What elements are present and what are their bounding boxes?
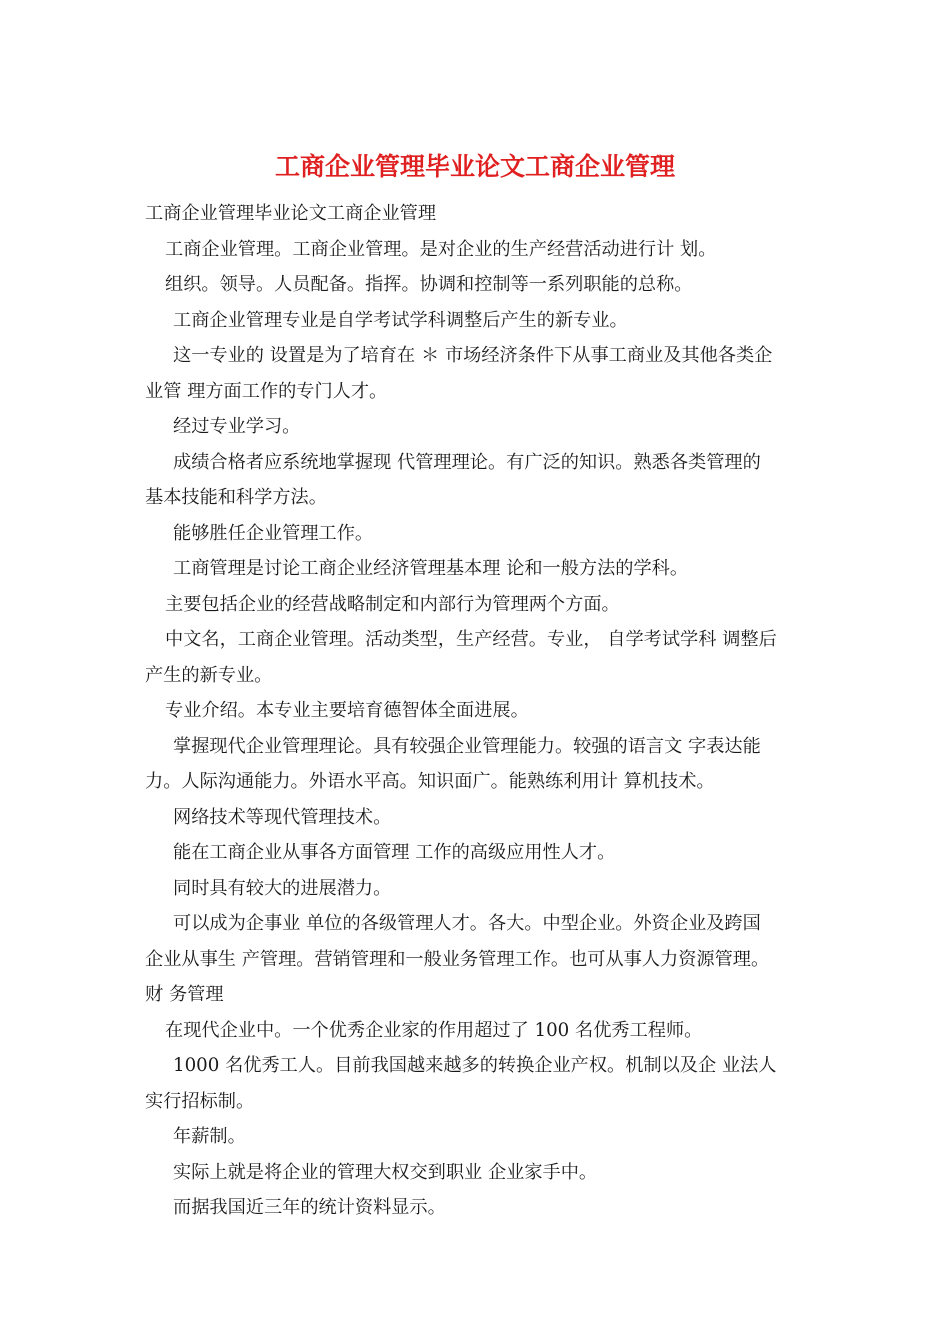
document-body <box>145 196 815 1226</box>
body-line: 工商管理是讨论工商企业经济管理基本理 论和一般方法的学科。 <box>173 558 689 579</box>
body-line: 基本技能和科学方法。 <box>145 487 327 508</box>
body-line: 组织。领导。人员配备。指挥。协调和控制等一系列职能的总称。 <box>165 274 693 295</box>
body-line: 而据我国近三年的统计资料显示。 <box>173 1197 446 1218</box>
body-line: 可以成为企事业 单位的各级管理人才。各大。中型企业。外资企业及跨国 <box>173 913 761 934</box>
body-line: 掌握现代企业管理理论。具有较强企业管理能力。较强的语言文 字表达能 <box>173 735 761 757</box>
body-line: 同时具有较大的进展潜力。 <box>173 877 392 899</box>
body-line: 财 务管理 <box>145 984 224 1005</box>
body-line: 实际上就是将企业的管理大权交到职业 企业家手中。 <box>173 1161 598 1183</box>
body-line: 工商企业管理。工商企业管理。是对企业的生产经营活动进行计 划。 <box>165 238 717 260</box>
body-line: 业管 理方面工作的专门人才。 <box>145 380 388 402</box>
body-line: 能够胜任企业管理工作。 <box>173 522 374 544</box>
body-line: 产生的新专业。 <box>145 664 273 686</box>
body-line: 中文名，工商企业管理。活动类型，生产经营。专业， 自学考试学科 调整后 <box>165 629 777 650</box>
body-line: 网络技术等现代管理技术。 <box>173 806 392 828</box>
body-line: 年薪制。 <box>173 1126 246 1147</box>
body-line: 主要包括企业的经营战略制定和内部行为管理两个方面。 <box>165 593 620 615</box>
body-line: 在现代企业中。一个优秀企业家的作用超过了 100 名优秀工程师。 <box>165 1019 703 1041</box>
body-line: 1000 名优秀工人。目前我国越来越多的转换企业产权。机制以及企 业法人 <box>173 1055 777 1076</box>
body-line: 实行招标制。 <box>145 1090 255 1112</box>
body-line: 工商企业管理毕业论文工商企业管理 <box>145 203 437 224</box>
body-line: 成绩合格者应系统地掌握现 代管理理论。有广泛的知识。熟悉各类管理的 <box>173 451 761 473</box>
body-line: 力。人际沟通能力。外语水平高。知识面广。能熟练利用计 算机技术。 <box>145 771 715 792</box>
body-line: 专业介绍。本专业主要培育德智体全面进展。 <box>165 700 529 721</box>
body-line: 企业从事生 产管理。营销管理和一般业务管理工作。也可从事人力资源管理。 <box>145 948 770 970</box>
body-line: 能在工商企业从事各方面管理 工作的高级应用性人才。 <box>173 842 616 863</box>
body-line: 工商企业管理专业是自学考试学科调整后产生的新专业。 <box>173 309 628 331</box>
document-title: 工商企业管理毕业论文工商企业管理 <box>274 152 675 181</box>
body-line: 经过专业学习。 <box>173 416 301 437</box>
body-line: 这一专业的 设置是为了培育在 ＊ 市场经济条件下从事工商业及其他各类企 <box>173 345 773 366</box>
